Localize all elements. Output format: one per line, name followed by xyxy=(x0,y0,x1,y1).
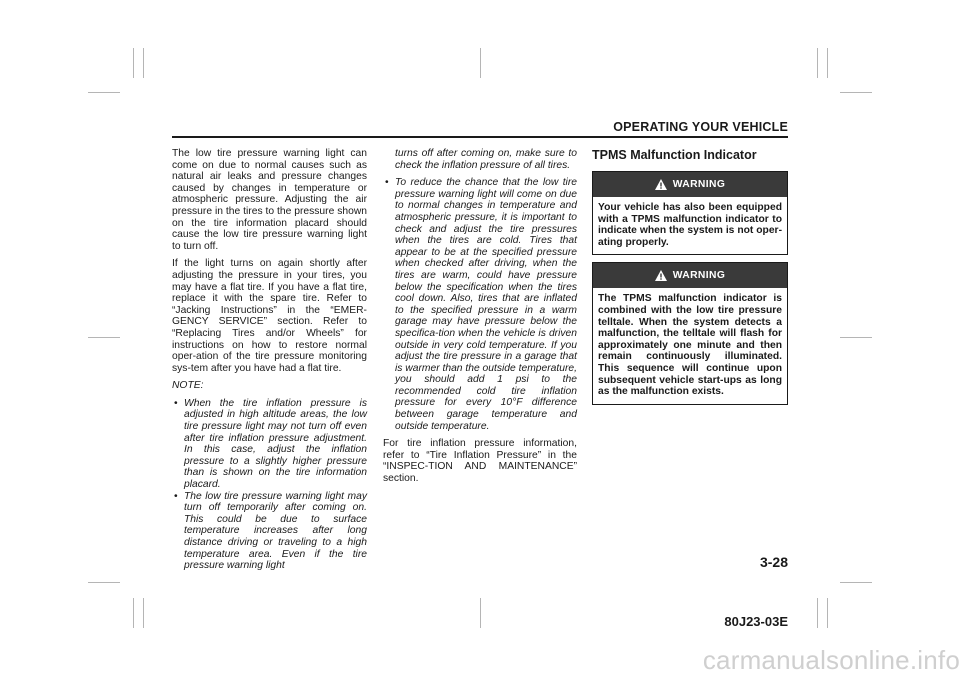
crop-mark xyxy=(827,48,828,78)
header-rule xyxy=(172,136,788,138)
page-number: 3-28 xyxy=(759,554,788,570)
crop-mark xyxy=(827,598,828,628)
warning-text: The TPMS malfunction indicator is combined with the low tire pressure telltale. When the system detects a malfunction, the telltale will flash for approximately one minute and then remain continuously illuminated. This sequence will continue upon subsequent vehicle start-ups as long as the malfunction exists. xyxy=(598,293,782,398)
warning-text: Your vehicle has also been equipped with a TPMS malfunction indicator to indicate when the system is not oper-ating properly. xyxy=(598,202,782,248)
bullet-icon: • xyxy=(174,397,178,409)
crop-mark xyxy=(88,582,120,583)
crop-mark xyxy=(133,48,134,78)
warning-label: WARNING xyxy=(672,178,726,190)
crop-mark xyxy=(480,598,481,628)
warning-box xyxy=(592,171,788,255)
crop-mark xyxy=(840,337,872,338)
paragraph: The low tire pressure warning light can come on due to normal causes such as natural air leaks and pressure changes caused by changes in temperature or atmospheric pressure. Adjusting the air pressure in the tires to the pressure shown on the tire information placard should cause the low tire pressure warning light to turn off. xyxy=(172,148,367,252)
crop-mark xyxy=(817,48,818,78)
tpms-section-title: TPMS Malfunction Indicator xyxy=(592,148,757,162)
note-bullet xyxy=(172,491,367,572)
column-1 xyxy=(172,148,367,572)
crop-mark xyxy=(143,48,144,78)
crop-mark xyxy=(840,92,872,93)
note-label: NOTE: xyxy=(172,380,204,392)
crop-mark xyxy=(133,598,134,628)
column-3 xyxy=(592,148,788,412)
warning-label: WARNING xyxy=(672,270,726,282)
note-bullet-text: The low tire pressure warning light may turn off temporarily after coming on. This could be due to surface temperature increases after long distance driving or traveling to a high temperature area. Even if the tire pressure warning light xyxy=(184,490,367,572)
crop-mark xyxy=(817,598,818,628)
note-bullet-text: When the tire inflation pressure is adjusted in high altitude areas, the low tire pressure light may not turn off even after tire inflation pressure adjustment. In this case, adjust the inflation pressure to a slightly higher pressure than is shown on the tire information placard. xyxy=(184,397,367,491)
paragraph: For tire inflation pressure information, refer to “Tire Inflation Pressure” in the “INSPEC-TION AND MAINTENANCE” section. xyxy=(383,438,577,485)
note-bullet xyxy=(172,398,367,491)
bullet-icon: • xyxy=(174,490,178,502)
paragraph: If the light turns on again shortly after adjusting the pressure in your tires, you may have a flat tire. If you have a flat tire, replace it with the spare tire. Refer to “Jacking Instructions” in the “EMER-GENCY SERVICE” section. Refer to “Replacing Tires and/or Wheels” for instructions on how to restore normal oper-ation of the tire pressure monitoring sys-tem after you have had a flat tire. xyxy=(172,258,367,374)
column-2 xyxy=(383,148,577,491)
watermark: carmanualsonline.info xyxy=(702,645,960,675)
warning-header xyxy=(593,172,787,197)
warning-triangle-icon xyxy=(655,270,667,281)
crop-mark xyxy=(480,48,481,78)
document-code: 80J23-03E xyxy=(724,614,788,629)
crop-mark xyxy=(840,582,872,583)
warning-box xyxy=(592,262,788,404)
crop-mark xyxy=(143,598,144,628)
note-bullet xyxy=(383,177,577,432)
section-header-title: OPERATING YOUR VEHICLE xyxy=(613,120,788,134)
crop-mark xyxy=(88,92,120,93)
bullet-icon: • xyxy=(385,177,389,189)
warning-triangle-icon xyxy=(655,179,667,190)
crop-mark xyxy=(88,337,120,338)
warning-header xyxy=(593,263,787,288)
note-bullet-text: To reduce the chance that the low tire pressure warning light will come on due to normal changes in temperature and atmospheric pressure, it is important to check and adjust the tire pressures when the tires are cold. Tires that appear to be at the specified pressure when checked after driving, when the tires are warm, could have pressure below the specification when the tires cool down. Also, tires that are inflated to the specified pressure in a warm garage may have pressure below the specifica-tion when the vehicle is driven outside in very cold temperature. If you adjust the tire pressure in a garage that is warmer than the outside temperature, you should add 1 psi to the recommended cold tire inflation pressure for every 10°F difference between garage temperature and outside temperature. xyxy=(395,177,578,432)
note-bullet-continuation: turns off after coming on, make sure to check the inflation pressure of all tires. xyxy=(395,148,577,171)
